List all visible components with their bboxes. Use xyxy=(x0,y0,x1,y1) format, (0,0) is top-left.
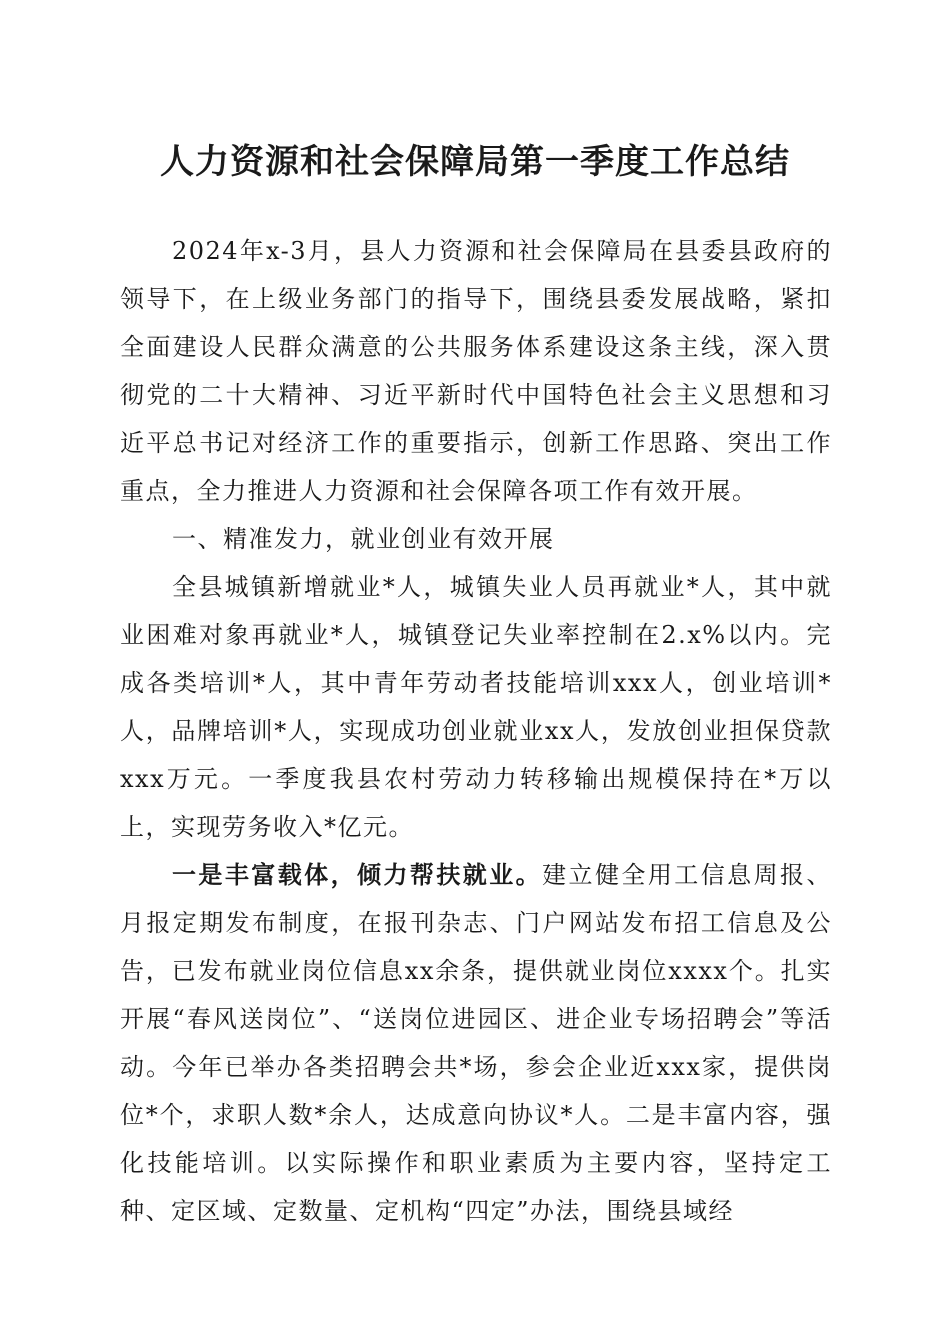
intro-paragraph: 2024年x-3月，县人力资源和社会保障局在县委县政府的领导下，在上级业务部门的指导下，围绕县委发展战略，紧扣全面建设人民群众满意的公共服务体系建设这条主线，深入贯彻党的二十大精神、习近平新时代中国特色社会主义思想和习近平总书记对经济工作的重要指示，创新工作思路、突出工作重点，全力推进人力资源和社会保障各项工作有效开展。 xyxy=(120,237,832,505)
employment-measures-paragraph xyxy=(120,851,832,1235)
section-heading-1: 一、精准发力，就业创业有效开展 xyxy=(172,525,555,553)
paragraph-body-text: 建立健全用工信息周报、月报定期发布制度，在报刊杂志、门户网站发布招工信息及公告，已发布就业岗位信息xx余条，提供就业岗位xxxx个。扎实开展“春风送岗位”、“送岗位进园区、进企业专场招聘会”等活动。今年已举办各类招聘会共*场，参会企业近xxx家，提供岗位*个，求职人数*余人，达成意向协议*人。二是丰富内容，强化技能培训。以实际操作和职业素质为主要内容，坚持定工种、定区域、定数量、定机构“四定”办法，围绕县域经 xyxy=(120,861,832,1225)
paragraph-lead-sentence: 一是丰富载体，倾力帮扶就业。 xyxy=(172,860,543,889)
document-title: 人力资源和社会保障局第一季度工作总结 xyxy=(160,142,790,182)
document-body xyxy=(120,227,832,1235)
employment-stats-paragraph: 全县城镇新增就业*人，城镇失业人员再就业*人，其中就业困难对象再就业*人，城镇登记失业率控制在2.x%以内。完成各类培训*人，其中青年劳动者技能培训xxx人，创业培训*人，品牌培训*人，实现成功创业就业xx人，发放创业担保贷款xxx万元。一季度我县农村劳动力转移输出规模保持在*万以上，实现劳务收入*亿元。 xyxy=(120,573,832,841)
